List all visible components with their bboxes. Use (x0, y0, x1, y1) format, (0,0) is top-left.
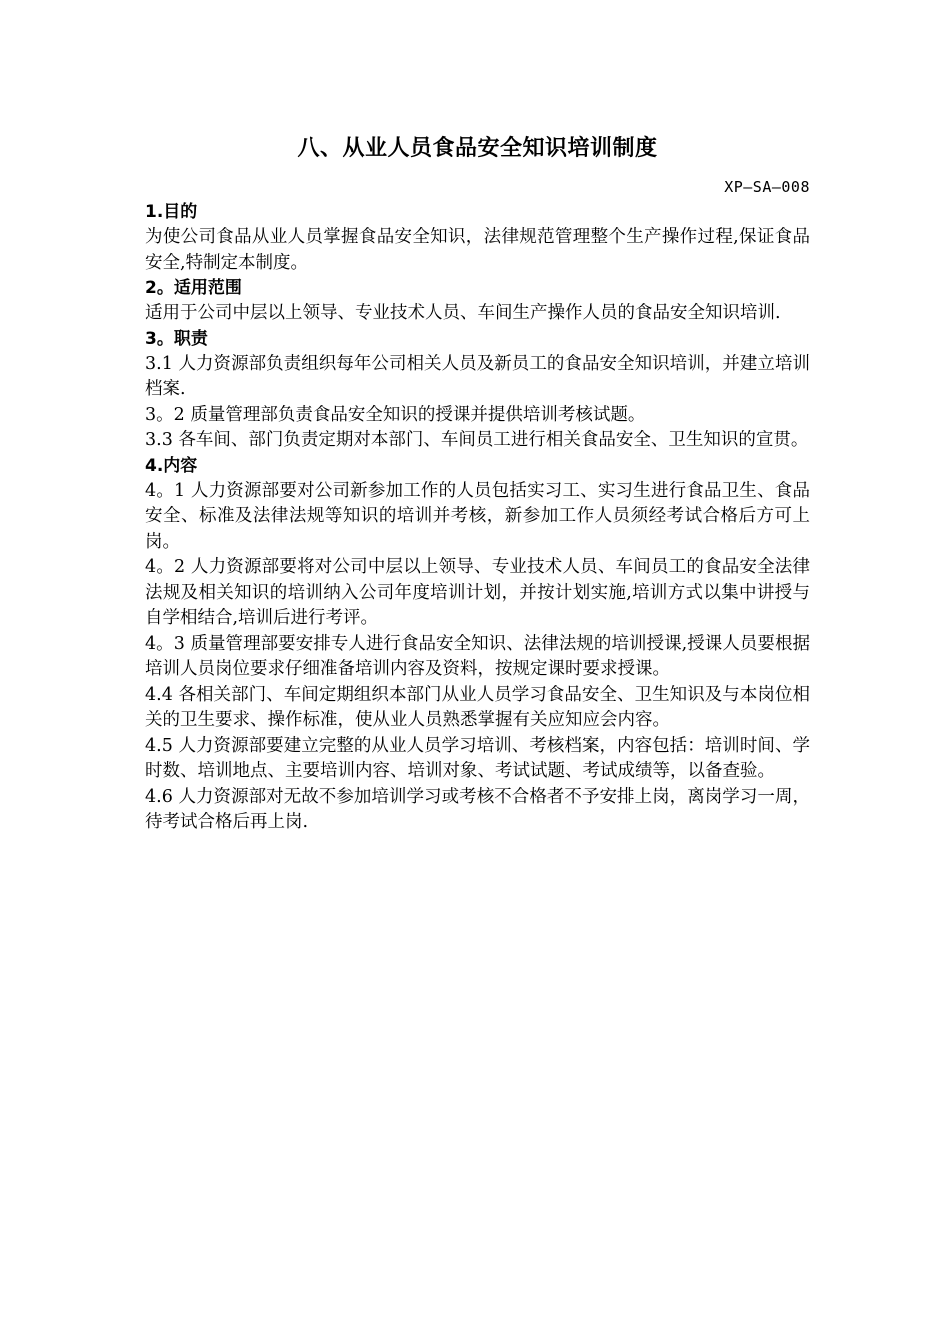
section-paragraph: 3.3 各车间、部门负责定期对本部门、车间员工进行相关食品安全、卫生知识的宣贯。 (145, 430, 809, 450)
section-heading: 2。适用范围 (145, 278, 242, 298)
section-paragraph: 4.6 人力资源部对无故不参加培训学习或考核不合格者不予安排上岗，离岗学习一周，待考试合格后再上岗. (145, 786, 810, 832)
section-scope (145, 276, 810, 327)
section-paragraph: 4.5 人力资源部要建立完整的从业人员学习培训、考核档案，内容包括：培训时间、学时数、培训地点、主要培训内容、培训对象、考试试题、考试成绩等，以备查验。 (145, 735, 810, 781)
section-paragraph: 3。2 质量管理部负责食品安全知识的授课并提供培训考核试题。 (145, 404, 646, 425)
section-heading: 1.目的 (145, 202, 198, 222)
section-paragraph: 4。2 人力资源部要将对公司中层以上领导、专业技术人员、车间员工的食品安全法律法规及相关知识的培训纳入公司年度培训计划，并按计划实施,培训方式以集中讲授与自学相结合,培训后进行考评。 (145, 557, 810, 628)
section-paragraph: 4。3 质量管理部要安排专人进行食品安全知识、法律法规的培训授课,授课人员要根据培训人员岗位要求仔细准备培训内容及资料，按规定课时要求授课。 (145, 633, 810, 679)
document-title: 八、从业人员食品安全知识培训制度 (297, 136, 658, 161)
document-body (145, 132, 810, 836)
section-paragraph: 为使公司食品从业人员掌握食品安全知识，法律规范管理整个生产操作过程,保证食品安全,特制定本制度。 (145, 227, 810, 273)
section-heading: 4.内容 (145, 455, 198, 476)
section-purpose (145, 200, 810, 276)
section-paragraph: 适用于公司中层以上领导、专业技术人员、车间生产操作人员的食品安全知识培训. (145, 303, 781, 323)
section-paragraph: 3.1 人力资源部负责组织每年公司相关人员及新员工的食品安全知识培训，并建立培训档案. (145, 353, 810, 399)
section-paragraph: 4.4 各相关部门、车间定期组织本部门从业人员学习食品安全、卫生知识及与本岗位相关的卫生要求、操作标准，使从业人员熟悉掌握有关应知应会内容。 (145, 684, 810, 730)
section-paragraph: 4。1 人力资源部要对公司新参加工作的人员包括实习工、实习生进行食品卫生、食品安全、标准及法律法规等知识的培训并考核，新参加工作人员须经考试合格后方可上岗。 (145, 480, 810, 552)
document-code: XP—SA—008 (724, 178, 810, 196)
section-responsibilities (145, 327, 810, 454)
section-content (145, 454, 810, 836)
section-heading: 3。职责 (145, 328, 208, 349)
